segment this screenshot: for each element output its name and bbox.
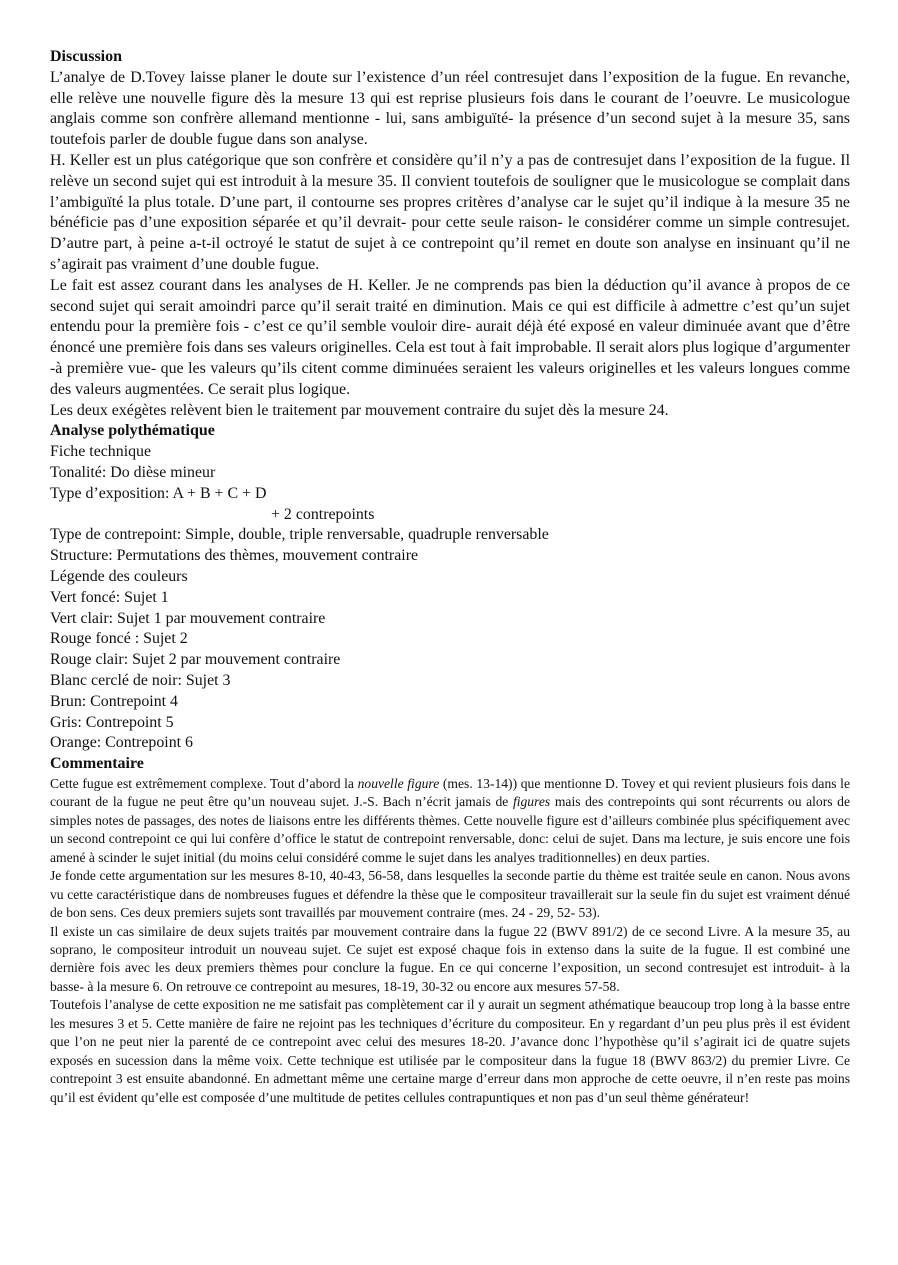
legend-item: Blanc cerclé de noir: Sujet 3 xyxy=(50,671,231,689)
emphasis-nouvelle-figure: nouvelle figure xyxy=(357,775,440,791)
type-exposition-continuation: + 2 contrepoints xyxy=(271,505,375,523)
text-run: mais des contrepoints qui sont récurrents ou alors de simples notes de passages, des notes de liaisons entre les différents thèmes. Cette nouvelle figure est d’ailleurs combinée plus spécifiquement avec un second contrepoint ce qui lui confère d’office le statut de contrepoint renversable, donc: celui de sujet. Dans ma lecture, je suis encore une fois amené à scinder le sujet initial (du moins celui considéré comme le sujet dans les analyes traditionnelles) en deux parties. xyxy=(50,794,850,865)
commentaire-paragraph: Je fonde cette argumentation sur les mesures 8-10, 40-43, 56-58, dans lesquelles la seconde partie du thème est traitée seule en canon. Nous avons vu cette caractéristique dans de nombreuses fugues et défendre la thèse que le compositeur travaillerait sur la seule fin du sujet est vraiment dénué de bon sens. Ces deux premiers sujets sont travaillés par mouvement contraire (mes. 24 - 29, 52- 53). xyxy=(50,868,850,921)
legende-label: Légende des couleurs xyxy=(50,567,188,585)
discussion-section xyxy=(50,47,850,421)
commentaire-section xyxy=(50,775,850,1107)
discussion-heading: Discussion xyxy=(50,48,123,65)
fiche-technique-label: Fiche technique xyxy=(50,443,152,461)
legend-item: Vert clair: Sujet 1 par mouvement contraire xyxy=(50,609,326,627)
discussion-paragraph: H. Keller est un plus catégorique que son confrère et considère qu’il n’y a pas de contresujet dans l’exposition de la fugue. Il relève un second sujet qui est introduit à la mesure 35. Il convient toutefois de souligner que le musicologue se complait dans l’ambiguïté la plus totale. D’une part, il contourne ses propres critères d’analyse car le sujet qu’il indique à la mesure 35 ne bénéficie pas d’une exposition séparée et qu’il devrait- pour cette seule raison- le considérer comme un simple contresujet. D’autre part, à peine a-t-il octroyé le statut de sujet à ce contrepoint qu’il remet en doute son analyse en insinuant qu’il ne s’agirait pas vraiment d’une double fugue. xyxy=(50,151,850,273)
color-legend-list xyxy=(50,588,850,754)
legend-item: Vert foncé: Sujet 1 xyxy=(50,588,169,606)
commentaire-paragraph xyxy=(50,775,850,867)
discussion-paragraph: L’analye de D.Tovey laisse planer le doute sur l’existence d’un réel contresujet dans l’exposition de la fugue. En revanche, elle relève une nouvelle figure dès la mesure 13 qui est reprise plusieurs fois dans le courant de l’oeuvre. Le musicologue anglais comme son confrère allemand mentionne - lui, sans ambiguïté- la présence d’un second sujet à la mesure 35, sans toutefois parler de double fugue dans son analyse. xyxy=(50,68,850,149)
legend-item: Rouge foncé : Sujet 2 xyxy=(50,630,188,648)
discussion-paragraph: Les deux exégètes relèvent bien le traitement par mouvement contraire du sujet dès la mesure 24. xyxy=(50,401,669,419)
structure-line: Structure: Permutations des thèmes, mouvement contraire xyxy=(50,547,419,565)
tonalite-line: Tonalité: Do dièse mineur xyxy=(50,463,216,481)
commentaire-paragraph: Il existe un cas similaire de deux sujets traités par mouvement contraire dans la fugue 22 (BWV 891/2) de ce second Livre. A la mesure 35, au soprano, le compositeur introduit un nouveau sujet. Ce sujet est exposé chaque fois in extenso dans la suite de la fugue. Il est combiné une dernière fois avec les deux premiers thèmes pour conclure la fugue. En ce qui concerne l’exposition, un second contresujet est introduit- à la basse- à la mesure 6. On retrouve ce contrepoint au mesures, 18-19, 30-32 ou encore aux mesures 57-58. xyxy=(50,923,850,994)
legend-item: Gris: Contrepoint 5 xyxy=(50,713,174,731)
discussion-paragraph: Le fait est assez courant dans les analyses de H. Keller. Je ne comprends pas bien la déduction qu’il avance à propos de ce second sujet qui serait amoindri parce qu’il serait traité en diminution. Mais ce qui est difficile à admettre c’est qu’un sujet entendu pour la première fois - c’est ce qu’il semble vouloir dire- aurait déjà été exposé en valeur diminuée avant que d’être énoncé une première fois dans ses valeurs originelles. Cela est tout à fait improbable. Il serait alors plus logique d’argumenter -à première vue- que les valeurs qu’ils citent comme diminuées seraient les valeurs originelles et les valeurs longues comme des valeurs augmentées. Ce serait plus logique. xyxy=(50,276,850,398)
text-run: (mes. 13-14)) que mentionne D. Tovey et qui revient plusieurs fois dans le courant de la fugue ne peut être qu’un nouveau sujet. J.-S. Bach n’écrit jamais de xyxy=(50,775,850,810)
analyse-section xyxy=(50,421,850,775)
legend-item: Brun: Contrepoint 4 xyxy=(50,692,179,710)
document-page xyxy=(50,47,850,1107)
emphasis-figures: figures xyxy=(512,794,551,810)
legend-item: Orange: Contrepoint 6 xyxy=(50,734,193,752)
analyse-heading: Analyse polythématique xyxy=(50,422,215,440)
type-contrepoint-line: Type de contrepoint: Simple, double, triple renversable, quadruple renversable xyxy=(50,526,549,544)
legend-item: Rouge clair: Sujet 2 par mouvement contraire xyxy=(50,651,341,669)
commentaire-paragraph: Toutefois l’analyse de cette exposition ne me satisfait pas complètement car il y aurait un segment athématique beaucoup trop long à la basse entre les mesures 3 et 5. Cette manière de faire ne rejoint pas les techniques d’écriture du compositeur. En y regardant d’un peu plus près il est évident que l’on ne peut nier la parenté de ce contrepoint avec celui des mesures 18-20. J’avance donc l’hypothèse qu’il s’agirait ici de quatre sujets exposés en sucession dans la même voix. Cette technique est utilisée par le compositeur dans la fugue 18 (BWV 863/2) du premier Livre. Ce contrepoint 3 est ensuite abandonné. En admettant même une certaine marge d’erreur dans mon approche de cette oeuvre, il n’en reste pas moins qu’il est évident qu’elle est composée d’une multitude de petites cellules contrapuntiques et non pas d’un seul thème générateur! xyxy=(50,997,850,1105)
text-run: Cette fugue est extrêmement complexe. Tout d’abord la xyxy=(50,775,358,791)
type-exposition-line: Type d’exposition: A + B + C + D xyxy=(50,484,267,502)
commentaire-heading: Commentaire xyxy=(50,755,144,773)
